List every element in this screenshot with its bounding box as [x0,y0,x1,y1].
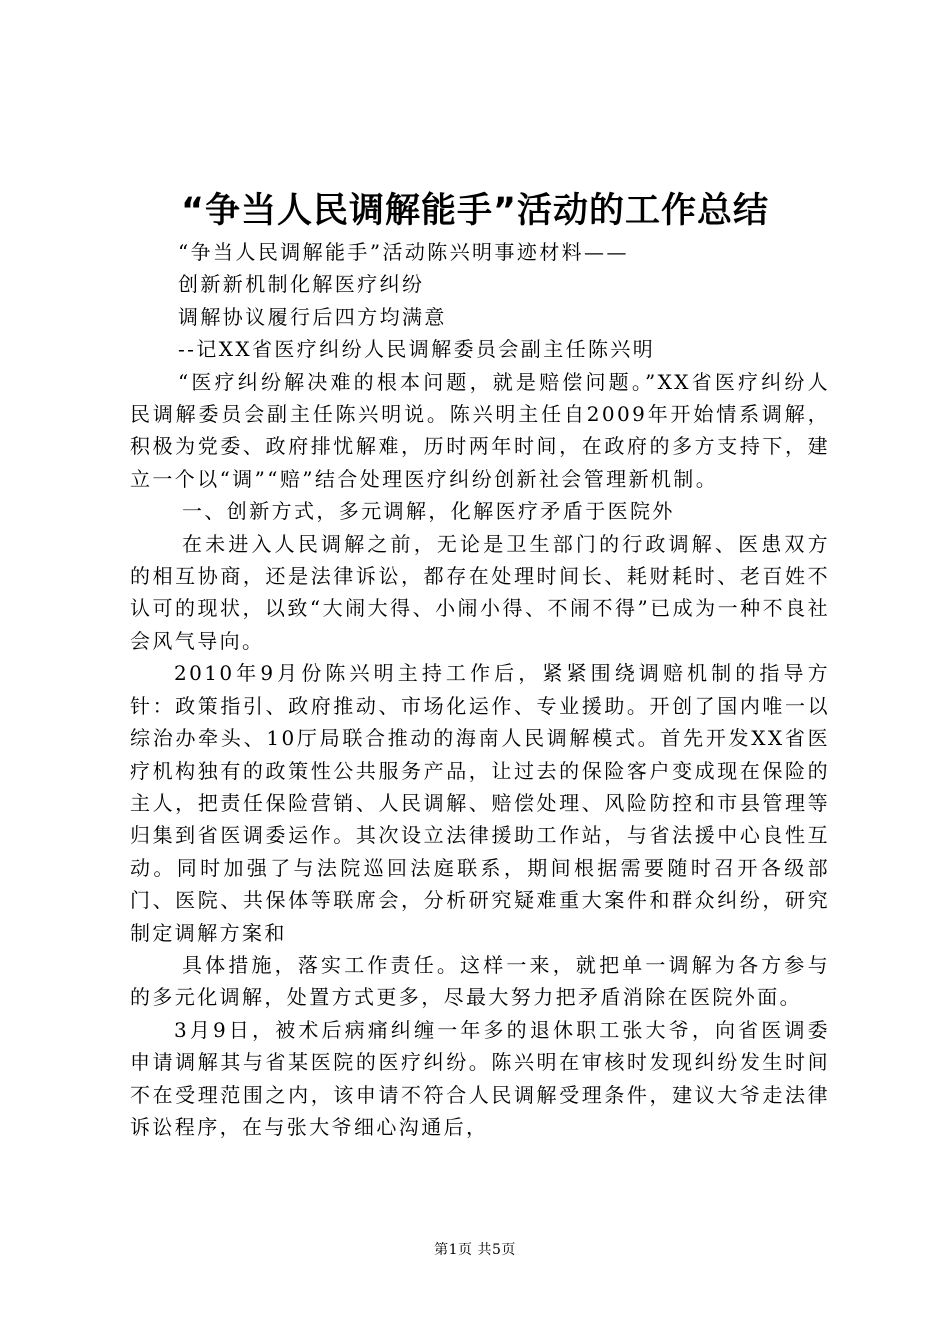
paragraph-background: 在未进入人民调解之前，无论是卫生部门的行政调解、医患双方的相互协商，还是法律诉讼，都存在处理时间长、耗财耗时、老百姓不认可的现状，以致“大闹大得、小闹小得、不闹不得”已成为一种不良社会风气导向。 [130,531,830,653]
paragraph-section-heading: 一、创新方式，多元调解，化解医疗矛盾于医院外 [182,499,675,524]
paragraph-case: 3月9日，被术后病痛纠缠一年多的退休职工张大爷，向省医调委申请调解其与省某医院的医疗纠纷。陈兴明在审核时发现纠纷发生时间不在受理范围之内，该申请不符合人民调解受理条件，建议大爷走法律诉讼程序，在与张大爷细心沟通后， [130,1017,830,1139]
paragraph-heading-line-2: 调解协议履行后四方均满意 [178,304,447,329]
paragraph-measures: 具体措施，落实工作责任。这样一来，就把单一调解为各方参与的多元化调解，处置方式更多，尽最大努力把矛盾消除在医院外面。 [130,952,830,1010]
document-body [130,236,830,1143]
page-footer: 第1页 共5页 [434,1242,516,1258]
paragraph-mechanism: 2010年9月份陈兴明主持工作后，紧紧围绕调赔机制的指导方针：政策指引、政府推动、市场化运作、专业援助。开创了国内唯一以综治办牵头、10厅局联合推动的海南人民调解模式。首先开发XX省医疗机构独有的政策性公共服务产品，让过去的保险客户变成现在保险的主人，把责任保险营销、人民调解、赔偿处理、风险防控和市县管理等归集到省医调委运作。其次设立法律援助工作站，与省法援中心良性互动。同时加强了与法院巡回法庭联系，期间根据需要随时召开各级部门、医院、共保体等联席会，分析研究疑难重大案件和群众纠纷，研究制定调解方案和 [130,661,830,945]
paragraph-byline: --记XX省医疗纠纷人民调解委员会副主任陈兴明 [178,337,656,362]
paragraph-subtitle: “争当人民调解能手”活动陈兴明事迹材料—— [178,240,629,264]
document-title: “争当人民调解能手”活动的工作总结 [180,191,769,231]
paragraph-intro: “医疗纠纷解决难的根本问题，就是赔偿问题。”XX省医疗纠纷人民调解委员会副主任陈兴明说。陈兴明主任自2009年开始情系调解，积极为党委、政府排忧解难，历时两年时间，在政府的多方支持下，建立一个以“调”“赔”结合处理医疗纠纷创新社会管理新机制。 [130,369,830,491]
paragraph-heading-line-1: 创新新机制化解医疗纠纷 [178,272,425,297]
